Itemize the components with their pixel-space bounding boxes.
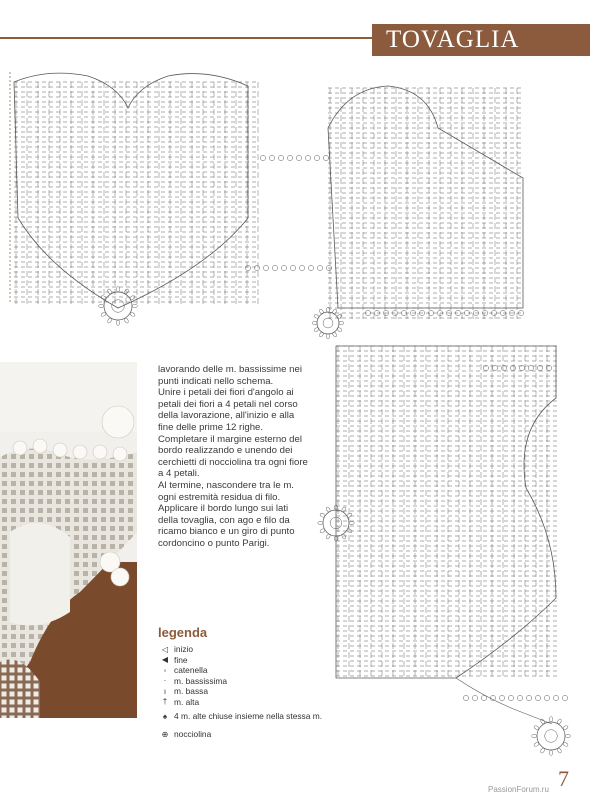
slip-stitch-icon: ·	[163, 676, 167, 686]
legend-label: m. bassissima	[174, 675, 228, 686]
legend-item	[158, 686, 338, 697]
chart-flower-petal	[312, 321, 317, 324]
chart-flower-petal	[319, 309, 324, 315]
chart-flower-petal	[99, 304, 104, 307]
chart-flower	[317, 312, 339, 334]
lace-photo-image	[0, 362, 137, 718]
chart-chain-loop	[290, 265, 295, 270]
chart-flower-petal	[132, 304, 137, 307]
single-crochet-icon: ı	[163, 686, 167, 696]
chart-chain-loop	[260, 155, 265, 160]
chart-flower-petal	[332, 309, 337, 315]
legend-item	[158, 655, 338, 666]
legend-label: m. bassa	[174, 686, 208, 697]
chain-icon: ◦	[163, 665, 167, 675]
puff-stitch-icon: ⊕	[161, 729, 169, 739]
chart-flower-petal	[319, 331, 324, 337]
chart-chain-loop	[305, 155, 310, 160]
chart-right-outline	[328, 86, 523, 308]
start-arrow-icon: ◁	[161, 644, 169, 654]
chart-flower-petal	[549, 750, 552, 755]
instruction-paragraph: Completare il margine esterno del bordo realizzando e unendo dei cerchietti di nocciolina tra ogni fiore a 4 petali.	[158, 433, 308, 480]
chart-flower-petal	[336, 327, 342, 332]
chart-chain-loop	[254, 265, 259, 270]
legend-label: nocciolina	[174, 729, 212, 739]
chart-flower-petal	[549, 717, 552, 722]
chart-chain-loop	[463, 695, 468, 700]
chart-chain-loop	[308, 265, 313, 270]
crochet-chart-top	[8, 68, 530, 340]
chart-flower	[104, 292, 132, 320]
double-crochet-icon: †	[162, 697, 168, 707]
legend-item	[158, 665, 338, 676]
end-arrow-icon: ◀	[161, 655, 169, 665]
chart-chain-loop	[562, 695, 567, 700]
chart-panel-outline	[336, 346, 556, 678]
chart-chain-loop	[499, 695, 504, 700]
legend-item	[158, 644, 338, 655]
chart-chain-loop	[553, 695, 558, 700]
legend-label: inizio	[174, 644, 194, 655]
lace-photo	[0, 362, 137, 718]
chart-chain-loop	[314, 155, 319, 160]
chart-flower-petal	[339, 321, 344, 324]
legend	[158, 644, 338, 743]
chart-flower-center	[323, 318, 333, 328]
chart-flower-petal	[314, 314, 320, 319]
instruction-paragraph: Applicare il bordo lungo sui lati della tovaglia, con ago e filo da ricamo bianco e un giro di punto cordoncino o punto Parigi.	[158, 503, 295, 549]
chart-chain-loop	[272, 265, 277, 270]
legend-label: catenella	[174, 665, 208, 676]
instruction-paragraph: Unire i petali dei fiori d'angolo ai petali dei fiori a 4 petali nel corso della lavorazione, all'inizio e alla fine delle prime 12 righe.	[158, 387, 298, 433]
instruction-paragraph: lavorando delle m. bassissime nei punti indicati nello schema.	[158, 364, 302, 387]
chart-flower-petal	[565, 734, 570, 737]
chart-flower	[537, 722, 565, 750]
chart-chain-loop	[245, 265, 250, 270]
chart-row-lines	[336, 346, 557, 676]
legend-label: fine	[174, 654, 188, 665]
chart-flower-petal	[336, 314, 342, 319]
legend-item	[158, 697, 338, 708]
chart-flower-petal	[532, 734, 537, 737]
chart-chain-loop	[544, 695, 549, 700]
chart-chain-loop	[528, 365, 533, 370]
chart-chain-loop	[287, 155, 292, 160]
legend-label: 4 m. alte chiuse insieme nella stessa m.	[174, 711, 323, 721]
chart-stitch-columns	[16, 82, 258, 304]
chart-chain-loop	[317, 265, 322, 270]
page-number: 7	[558, 766, 569, 791]
chart-chain-loop	[508, 695, 513, 700]
legend-item	[158, 676, 338, 687]
legend-item	[158, 707, 338, 725]
legend-title: legenda	[158, 625, 208, 640]
chart-stitch-columns-right	[330, 88, 517, 319]
chart-chain-loop	[269, 155, 274, 160]
chart-flower-petal	[349, 521, 354, 524]
legend-label: m. alta	[174, 696, 200, 707]
chart-flower-petal	[318, 521, 323, 524]
chart-chain-loop	[323, 155, 328, 160]
chart-flower-petal	[116, 320, 119, 325]
crochet-chart-right	[316, 338, 578, 768]
chart-chain-loop	[492, 365, 497, 370]
instruction-paragraph: Al termine, nascondere tra le m. ogni estremità residua di filo.	[158, 479, 294, 503]
chart-row-lines-right	[328, 88, 521, 318]
chart-flower-petal	[332, 331, 337, 337]
instructions-text	[158, 364, 308, 550]
cluster-icon: ♠	[162, 711, 168, 721]
chart-chain-loop	[263, 265, 268, 270]
page-title: TOVAGLIA	[372, 24, 590, 56]
chart-chain-loop	[296, 155, 301, 160]
chart-chain-loop	[278, 155, 283, 160]
chart-chain-loop	[472, 695, 477, 700]
chart-chain-loop	[281, 265, 286, 270]
legend-item	[158, 725, 338, 743]
chart-flower-petal	[314, 327, 320, 332]
site-watermark: PassionForum.ru	[488, 785, 549, 794]
chart-chain-loop	[299, 265, 304, 270]
chart-chain-loop	[526, 695, 531, 700]
chart-chain-loop	[517, 695, 522, 700]
chart-chain-loop	[535, 695, 540, 700]
chart-flower-petal	[116, 287, 119, 292]
chart-flower-center	[545, 730, 558, 743]
title-rule	[0, 37, 372, 39]
chart-row-lines	[14, 82, 256, 302]
chart-diagonal-edge	[456, 678, 552, 724]
